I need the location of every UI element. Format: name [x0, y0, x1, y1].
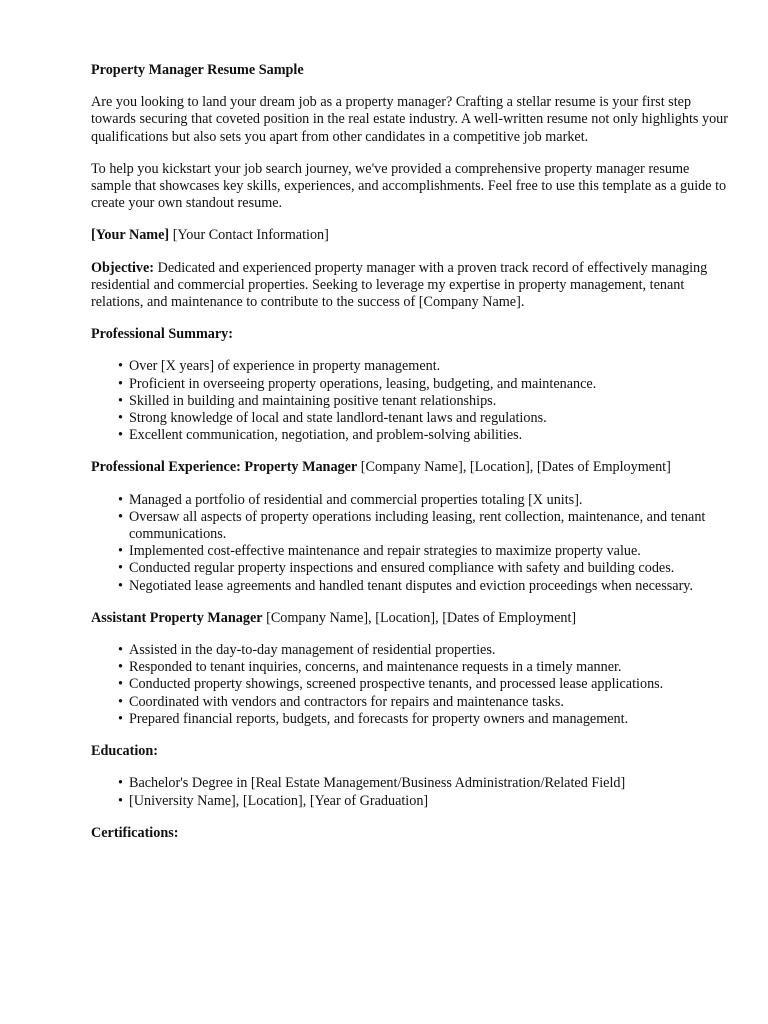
- bullet-icon: •: [118, 427, 123, 444]
- list-item: • Coordinated with vendors and contractors for repairs and maintenance tasks.: [118, 693, 564, 710]
- list-item: • Prepared financial reports, budgets, and forecasts for property owners and management.: [118, 710, 629, 727]
- list-item: • Implemented cost-effective maintenance and repair strategies to maximize property value.: [118, 543, 641, 560]
- bullet-icon: •: [118, 543, 123, 560]
- job2-details: [Company Name], [Location], [Dates of Employment]: [266, 609, 577, 626]
- summary-list: [91, 358, 731, 444]
- bullet-icon: •: [118, 577, 123, 594]
- bullet-icon: •: [118, 508, 123, 525]
- bullet-icon: •: [118, 358, 123, 375]
- list-item: • Conducted regular property inspections and ensured compliance with safety and building codes.: [118, 560, 675, 577]
- list-item: • Skilled in building and maintaining positive tenant relationships.: [118, 392, 497, 409]
- objective-text: Dedicated and experienced property manager with a proven track record of effectively managing residential and commercial properties. Seeking to leverage my expertise in property management, tenant relations, and maintenance to contribute to the success of [Company Name].: [91, 259, 708, 311]
- list-item: • Conducted property showings, screened prospective tenants, and processed lease applications.: [118, 676, 664, 693]
- job1-title: Property Manager: [244, 459, 358, 476]
- bullet-icon: •: [118, 659, 123, 676]
- job2-heading-line: [91, 610, 731, 627]
- bullet-icon: •: [118, 775, 123, 792]
- list-item: • Over [X years] of experience in property management.: [118, 358, 441, 375]
- job1-list: [91, 492, 731, 595]
- objective-paragraph: [91, 260, 731, 312]
- bullet-icon: •: [118, 560, 123, 577]
- bullet-icon: •: [118, 491, 123, 508]
- certifications-heading: Certifications:: [91, 824, 179, 841]
- list-item: • Strong knowledge of local and state landlord-tenant laws and regulations.: [118, 410, 547, 427]
- list-item: • Assisted in the day-to-day management of residential properties.: [118, 642, 496, 659]
- bullet-icon: •: [118, 693, 123, 710]
- list-item: • Excellent communication, negotiation, and problem-solving abilities.: [118, 427, 523, 444]
- summary-heading: Professional Summary:: [91, 326, 233, 343]
- bullet-icon: •: [118, 642, 123, 659]
- bullet-icon: •: [118, 410, 123, 427]
- bullet-icon: •: [118, 375, 123, 392]
- job2-title: Assistant Property Manager: [91, 609, 263, 626]
- list-item: • Managed a portfolio of residential and commercial properties totaling [X units].: [118, 491, 583, 508]
- intro-paragraph-2: To help you kickstart your job search journey, we've provided a comprehensive property manager resume sample that showcases key skills, experiences, and accomplishments. Feel free to use this template as a guide to create your own standout resume.: [91, 160, 727, 212]
- list-item: • Negotiated lease agreements and handled tenant disputes and eviction proceedings when necessary.: [118, 577, 694, 594]
- list-item: • Bachelor's Degree in [Real Estate Management/Business Administration/Related Field]: [118, 775, 626, 792]
- document-title: Property Manager Resume Sample: [91, 62, 304, 78]
- bullet-icon: •: [118, 676, 123, 693]
- intro-paragraph-1: Are you looking to land your dream job as a property manager? Crafting a stellar resume is your first step towards securing that coveted position in the real estate industry. A well-written resume not only highlights your qualifications but also sets you apart from other candidates in a competitive job market.: [91, 94, 728, 145]
- bullet-icon: •: [118, 792, 123, 809]
- contact-info: [Your Contact Information]: [172, 227, 329, 244]
- list-item: • [University Name], [Location], [Year of Graduation]: [118, 792, 429, 809]
- name-label: [Your Name]: [91, 227, 170, 244]
- list-item: • Proficient in overseeing property operations, leasing, budgeting, and maintenance.: [118, 375, 597, 392]
- education-list: [91, 775, 731, 809]
- job1-details: [Company Name], [Location], [Dates of Employment]: [360, 459, 671, 476]
- experience-heading: Professional Experience:: [91, 459, 241, 476]
- name-contact-line: [91, 227, 731, 244]
- objective-label: Objective:: [91, 259, 155, 276]
- list-item: • Responded to tenant inquiries, concerns, and maintenance requests in a timely manner.: [118, 659, 622, 676]
- education-heading: Education:: [91, 743, 159, 760]
- document-page: [91, 62, 731, 857]
- job2-list: [91, 642, 731, 728]
- list-item: • Oversaw all aspects of property operations including leasing, rent collection, maintenance, and tenant communications.: [118, 508, 706, 543]
- bullet-icon: •: [118, 392, 123, 409]
- experience-heading-line: [91, 459, 731, 476]
- bullet-icon: •: [118, 710, 123, 727]
